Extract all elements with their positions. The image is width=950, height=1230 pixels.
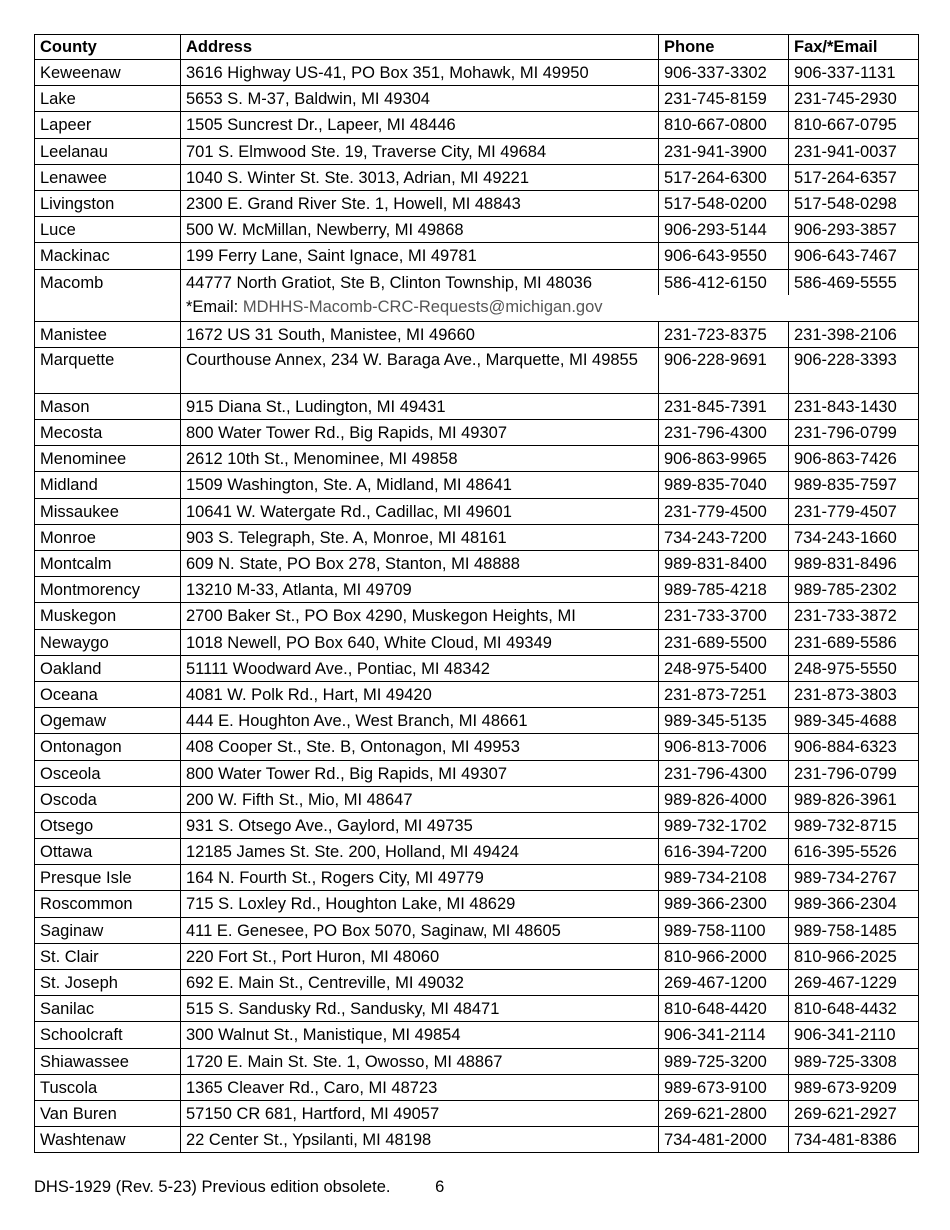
- cell-address: 220 Fort St., Port Huron, MI 48060: [181, 943, 659, 969]
- table-row: [35, 996, 919, 1022]
- cell-address: 1018 Newell, PO Box 640, White Cloud, MI 49349: [181, 629, 659, 655]
- cell-fax: 989-732-8715: [789, 812, 919, 838]
- cell-county: St. Clair: [35, 943, 181, 969]
- cell-address: 300 Walnut St., Manistique, MI 49854: [181, 1022, 659, 1048]
- cell-county: Sanilac: [35, 996, 181, 1022]
- cell-county: Oceana: [35, 681, 181, 707]
- cell-county: Macomb: [35, 269, 181, 295]
- table-row: [35, 655, 919, 681]
- cell-phone: 231-941-3900: [659, 138, 789, 164]
- cell-phone: 906-863-9965: [659, 446, 789, 472]
- cell-fax: 269-467-1229: [789, 970, 919, 996]
- cell-county-empty: [35, 295, 181, 321]
- cell-county: Oakland: [35, 655, 181, 681]
- cell-county: Lapeer: [35, 112, 181, 138]
- cell-phone: 734-243-7200: [659, 524, 789, 550]
- table-row: [35, 524, 919, 550]
- cell-county: Muskegon: [35, 603, 181, 629]
- cell-address: 931 S. Otsego Ave., Gaylord, MI 49735: [181, 812, 659, 838]
- table-row: [35, 446, 919, 472]
- cell-fax: 906-293-3857: [789, 217, 919, 243]
- cell-address: 12185 James St. Ste. 200, Holland, MI 49424: [181, 839, 659, 865]
- cell-fax: 734-481-8386: [789, 1127, 919, 1153]
- cell-address: 701 S. Elmwood Ste. 19, Traverse City, MI 49684: [181, 138, 659, 164]
- cell-phone: 231-796-4300: [659, 420, 789, 446]
- table-row: [35, 551, 919, 577]
- cell-county: Otsego: [35, 812, 181, 838]
- macomb-email-row: [35, 295, 919, 321]
- cell-address: 515 S. Sandusky Rd., Sandusky, MI 48471: [181, 996, 659, 1022]
- table-body: [35, 60, 919, 1153]
- cell-fax: 231-689-5586: [789, 629, 919, 655]
- cell-address: 199 Ferry Lane, Saint Ignace, MI 49781: [181, 243, 659, 269]
- cell-county: Newaygo: [35, 629, 181, 655]
- cell-county: Keweenaw: [35, 60, 181, 86]
- cell-address: 22 Center St., Ypsilanti, MI 48198: [181, 1127, 659, 1153]
- table-row: [35, 681, 919, 707]
- table-row: [35, 420, 919, 446]
- cell-phone: 616-394-7200: [659, 839, 789, 865]
- cell-address: 200 W. Fifth St., Mio, MI 48647: [181, 786, 659, 812]
- cell-county: Schoolcraft: [35, 1022, 181, 1048]
- cell-fax: 269-621-2927: [789, 1100, 919, 1126]
- cell-fax: 989-673-9209: [789, 1074, 919, 1100]
- cell-county: Lake: [35, 86, 181, 112]
- cell-address: 2300 E. Grand River Ste. 1, Howell, MI 48843: [181, 190, 659, 216]
- cell-county: St. Joseph: [35, 970, 181, 996]
- table-row: [35, 60, 919, 86]
- header-county: County: [35, 35, 181, 60]
- cell-fax: 231-941-0037: [789, 138, 919, 164]
- cell-address: 800 Water Tower Rd., Big Rapids, MI 49307: [181, 760, 659, 786]
- cell-county: Manistee: [35, 321, 181, 347]
- cell-county: Monroe: [35, 524, 181, 550]
- cell-phone: 989-734-2108: [659, 865, 789, 891]
- cell-address: 57150 CR 681, Hartford, MI 49057: [181, 1100, 659, 1126]
- cell-phone: 989-345-5135: [659, 708, 789, 734]
- cell-address: 915 Diana St., Ludington, MI 49431: [181, 393, 659, 419]
- cell-fax: 231-745-2930: [789, 86, 919, 112]
- cell-phone: 906-341-2114: [659, 1022, 789, 1048]
- cell-fax: 906-643-7467: [789, 243, 919, 269]
- cell-address: 800 Water Tower Rd., Big Rapids, MI 49307: [181, 420, 659, 446]
- cell-fax: 248-975-5550: [789, 655, 919, 681]
- cell-phone: 810-667-0800: [659, 112, 789, 138]
- table-row: [35, 498, 919, 524]
- cell-county: Livingston: [35, 190, 181, 216]
- cell-phone: 269-467-1200: [659, 970, 789, 996]
- table-row: [35, 708, 919, 734]
- table-row: [35, 347, 919, 393]
- cell-address: 500 W. McMillan, Newberry, MI 49868: [181, 217, 659, 243]
- table-row: [35, 164, 919, 190]
- cell-address: 609 N. State, PO Box 278, Stanton, MI 48888: [181, 551, 659, 577]
- cell-fax: 231-873-3803: [789, 681, 919, 707]
- table-row: [35, 891, 919, 917]
- cell-fax: 231-843-1430: [789, 393, 919, 419]
- cell-fax: 517-264-6357: [789, 164, 919, 190]
- cell-fax: 906-863-7426: [789, 446, 919, 472]
- cell-address: 51111 Woodward Ave., Pontiac, MI 48342: [181, 655, 659, 681]
- cell-county: Washtenaw: [35, 1127, 181, 1153]
- cell-address: 715 S. Loxley Rd., Houghton Lake, MI 48629: [181, 891, 659, 917]
- cell-address: 1040 S. Winter St. Ste. 3013, Adrian, MI 49221: [181, 164, 659, 190]
- cell-fax: 231-779-4507: [789, 498, 919, 524]
- table-row: [35, 217, 919, 243]
- cell-address: 2700 Baker St., PO Box 4290, Muskegon Heights, MI: [181, 603, 659, 629]
- table-row: [35, 1100, 919, 1126]
- cell-county: Tuscola: [35, 1074, 181, 1100]
- cell-phone: 231-733-3700: [659, 603, 789, 629]
- cell-phone: 906-293-5144: [659, 217, 789, 243]
- cell-fax: 989-725-3308: [789, 1048, 919, 1074]
- cell-phone: 734-481-2000: [659, 1127, 789, 1153]
- table-row: [35, 839, 919, 865]
- table-row: [35, 243, 919, 269]
- cell-phone: 906-228-9691: [659, 347, 789, 393]
- cell-fax: 810-966-2025: [789, 943, 919, 969]
- cell-address: 2612 10th St., Menominee, MI 49858: [181, 446, 659, 472]
- cell-fax: 989-758-1485: [789, 917, 919, 943]
- table-row: [35, 190, 919, 216]
- table-row: [35, 393, 919, 419]
- cell-county: Montmorency: [35, 577, 181, 603]
- table-row: [35, 812, 919, 838]
- table-row: [35, 786, 919, 812]
- table-row: [35, 269, 919, 295]
- table-row: [35, 943, 919, 969]
- cell-county: Montcalm: [35, 551, 181, 577]
- cell-address: 1720 E. Main St. Ste. 1, Owosso, MI 48867: [181, 1048, 659, 1074]
- table-row: [35, 321, 919, 347]
- cell-county: Mackinac: [35, 243, 181, 269]
- cell-phone: 231-745-8159: [659, 86, 789, 112]
- table-header-row: [35, 35, 919, 60]
- cell-county: Van Buren: [35, 1100, 181, 1126]
- cell-fax: 616-395-5526: [789, 839, 919, 865]
- cell-phone: 989-758-1100: [659, 917, 789, 943]
- cell-address: 5653 S. M-37, Baldwin, MI 49304: [181, 86, 659, 112]
- cell-fax: 989-835-7597: [789, 472, 919, 498]
- cell-fax: 906-341-2110: [789, 1022, 919, 1048]
- cell-address: 3616 Highway US-41, PO Box 351, Mohawk, MI 49950: [181, 60, 659, 86]
- cell-phone: 517-548-0200: [659, 190, 789, 216]
- cell-county: Midland: [35, 472, 181, 498]
- table-row: [35, 865, 919, 891]
- cell-county: Shiawassee: [35, 1048, 181, 1074]
- cell-address: 903 S. Telegraph, Ste. A, Monroe, MI 48161: [181, 524, 659, 550]
- cell-phone: 248-975-5400: [659, 655, 789, 681]
- cell-fax: 231-733-3872: [789, 603, 919, 629]
- cell-phone: 989-785-4218: [659, 577, 789, 603]
- table-row: [35, 472, 919, 498]
- cell-address: 408 Cooper St., Ste. B, Ontonagon, MI 49953: [181, 734, 659, 760]
- cell-address: 411 E. Genesee, PO Box 5070, Saginaw, MI 48605: [181, 917, 659, 943]
- cell-address: 13210 M-33, Atlanta, MI 49709: [181, 577, 659, 603]
- cell-address: 1672 US 31 South, Manistee, MI 49660: [181, 321, 659, 347]
- form-id: DHS-1929 (Rev. 5-23) Previous edition obsolete.: [34, 1178, 391, 1196]
- cell-address: 10641 W. Watergate Rd., Cadillac, MI 49601: [181, 498, 659, 524]
- cell-county: Ogemaw: [35, 708, 181, 734]
- cell-fax: 231-796-0799: [789, 420, 919, 446]
- page-footer: [34, 1178, 444, 1197]
- cell-phone: 231-779-4500: [659, 498, 789, 524]
- cell-phone: 989-673-9100: [659, 1074, 789, 1100]
- header-fax-email: Fax/*Email: [789, 35, 919, 60]
- cell-fax: 906-228-3393: [789, 347, 919, 393]
- cell-fax: 989-366-2304: [789, 891, 919, 917]
- cell-phone: 989-826-4000: [659, 786, 789, 812]
- cell-phone: 231-873-7251: [659, 681, 789, 707]
- cell-phone: 906-813-7006: [659, 734, 789, 760]
- cell-address: 1505 Suncrest Dr., Lapeer, MI 48446: [181, 112, 659, 138]
- cell-address: 44777 North Gratiot, Ste B, Clinton Township, MI 48036: [181, 269, 659, 295]
- cell-county: Marquette: [35, 347, 181, 393]
- cell-phone: 269-621-2800: [659, 1100, 789, 1126]
- table-row: [35, 1127, 919, 1153]
- cell-fax: 517-548-0298: [789, 190, 919, 216]
- cell-county: Mason: [35, 393, 181, 419]
- cell-phone: 586-412-6150: [659, 269, 789, 295]
- cell-fax: 231-796-0799: [789, 760, 919, 786]
- cell-phone: 906-643-9550: [659, 243, 789, 269]
- table-row: [35, 1022, 919, 1048]
- cell-county: Oscoda: [35, 786, 181, 812]
- cell-county: Missaukee: [35, 498, 181, 524]
- cell-fax: 810-648-4432: [789, 996, 919, 1022]
- cell-fax: 989-785-2302: [789, 577, 919, 603]
- cell-county: Ontonagon: [35, 734, 181, 760]
- cell-county: Osceola: [35, 760, 181, 786]
- email-label: *Email:: [186, 298, 239, 317]
- cell-county: Leelanau: [35, 138, 181, 164]
- cell-address: Courthouse Annex, 234 W. Baraga Ave., Marquette, MI 49855: [181, 347, 659, 393]
- cell-fax: 586-469-5555: [789, 269, 919, 295]
- cell-address: 444 E. Houghton Ave., West Branch, MI 48661: [181, 708, 659, 734]
- table-row: [35, 577, 919, 603]
- cell-fax: 989-345-4688: [789, 708, 919, 734]
- cell-fax: 989-734-2767: [789, 865, 919, 891]
- cell-fax: 734-243-1660: [789, 524, 919, 550]
- cell-phone: 906-337-3302: [659, 60, 789, 86]
- cell-fax: 989-831-8496: [789, 551, 919, 577]
- cell-phone: 231-723-8375: [659, 321, 789, 347]
- cell-phone: 517-264-6300: [659, 164, 789, 190]
- cell-phone: 810-648-4420: [659, 996, 789, 1022]
- cell-phone: 989-366-2300: [659, 891, 789, 917]
- cell-phone: 989-835-7040: [659, 472, 789, 498]
- table-row: [35, 86, 919, 112]
- cell-address: 1365 Cleaver Rd., Caro, MI 48723: [181, 1074, 659, 1100]
- macomb-email-link[interactable]: MDHHS-Macomb-CRC-Requests@michigan.gov: [242, 298, 603, 317]
- cell-county: Saginaw: [35, 917, 181, 943]
- county-office-table-container: [34, 34, 918, 1153]
- cell-fax: 906-337-1131: [789, 60, 919, 86]
- table-row: [35, 970, 919, 996]
- cell-phone: 231-845-7391: [659, 393, 789, 419]
- cell-fax: 906-884-6323: [789, 734, 919, 760]
- table-row: [35, 734, 919, 760]
- cell-email: [181, 295, 919, 321]
- cell-county: Ottawa: [35, 839, 181, 865]
- cell-county: Menominee: [35, 446, 181, 472]
- cell-address: 164 N. Fourth St., Rogers City, MI 49779: [181, 865, 659, 891]
- cell-county: Roscommon: [35, 891, 181, 917]
- table-row: [35, 112, 919, 138]
- page-number: 6: [435, 1178, 445, 1196]
- header-phone: Phone: [659, 35, 789, 60]
- county-office-table: [34, 34, 919, 1153]
- cell-phone: 989-725-3200: [659, 1048, 789, 1074]
- cell-phone: 989-831-8400: [659, 551, 789, 577]
- table-row: [35, 629, 919, 655]
- cell-fax: 810-667-0795: [789, 112, 919, 138]
- table-row: [35, 1048, 919, 1074]
- cell-address: 1509 Washington, Ste. A, Midland, MI 48641: [181, 472, 659, 498]
- cell-phone: 989-732-1702: [659, 812, 789, 838]
- cell-county: Lenawee: [35, 164, 181, 190]
- cell-fax: 231-398-2106: [789, 321, 919, 347]
- cell-phone: 810-966-2000: [659, 943, 789, 969]
- table-row: [35, 603, 919, 629]
- cell-county: Mecosta: [35, 420, 181, 446]
- table-row: [35, 917, 919, 943]
- cell-fax: 989-826-3961: [789, 786, 919, 812]
- header-address: Address: [181, 35, 659, 60]
- cell-county: Presque Isle: [35, 865, 181, 891]
- cell-address: 4081 W. Polk Rd., Hart, MI 49420: [181, 681, 659, 707]
- cell-county: Luce: [35, 217, 181, 243]
- cell-address: 692 E. Main St., Centreville, MI 49032: [181, 970, 659, 996]
- table-row: [35, 760, 919, 786]
- table-row: [35, 1074, 919, 1100]
- table-row: [35, 138, 919, 164]
- cell-phone: 231-796-4300: [659, 760, 789, 786]
- cell-phone: 231-689-5500: [659, 629, 789, 655]
